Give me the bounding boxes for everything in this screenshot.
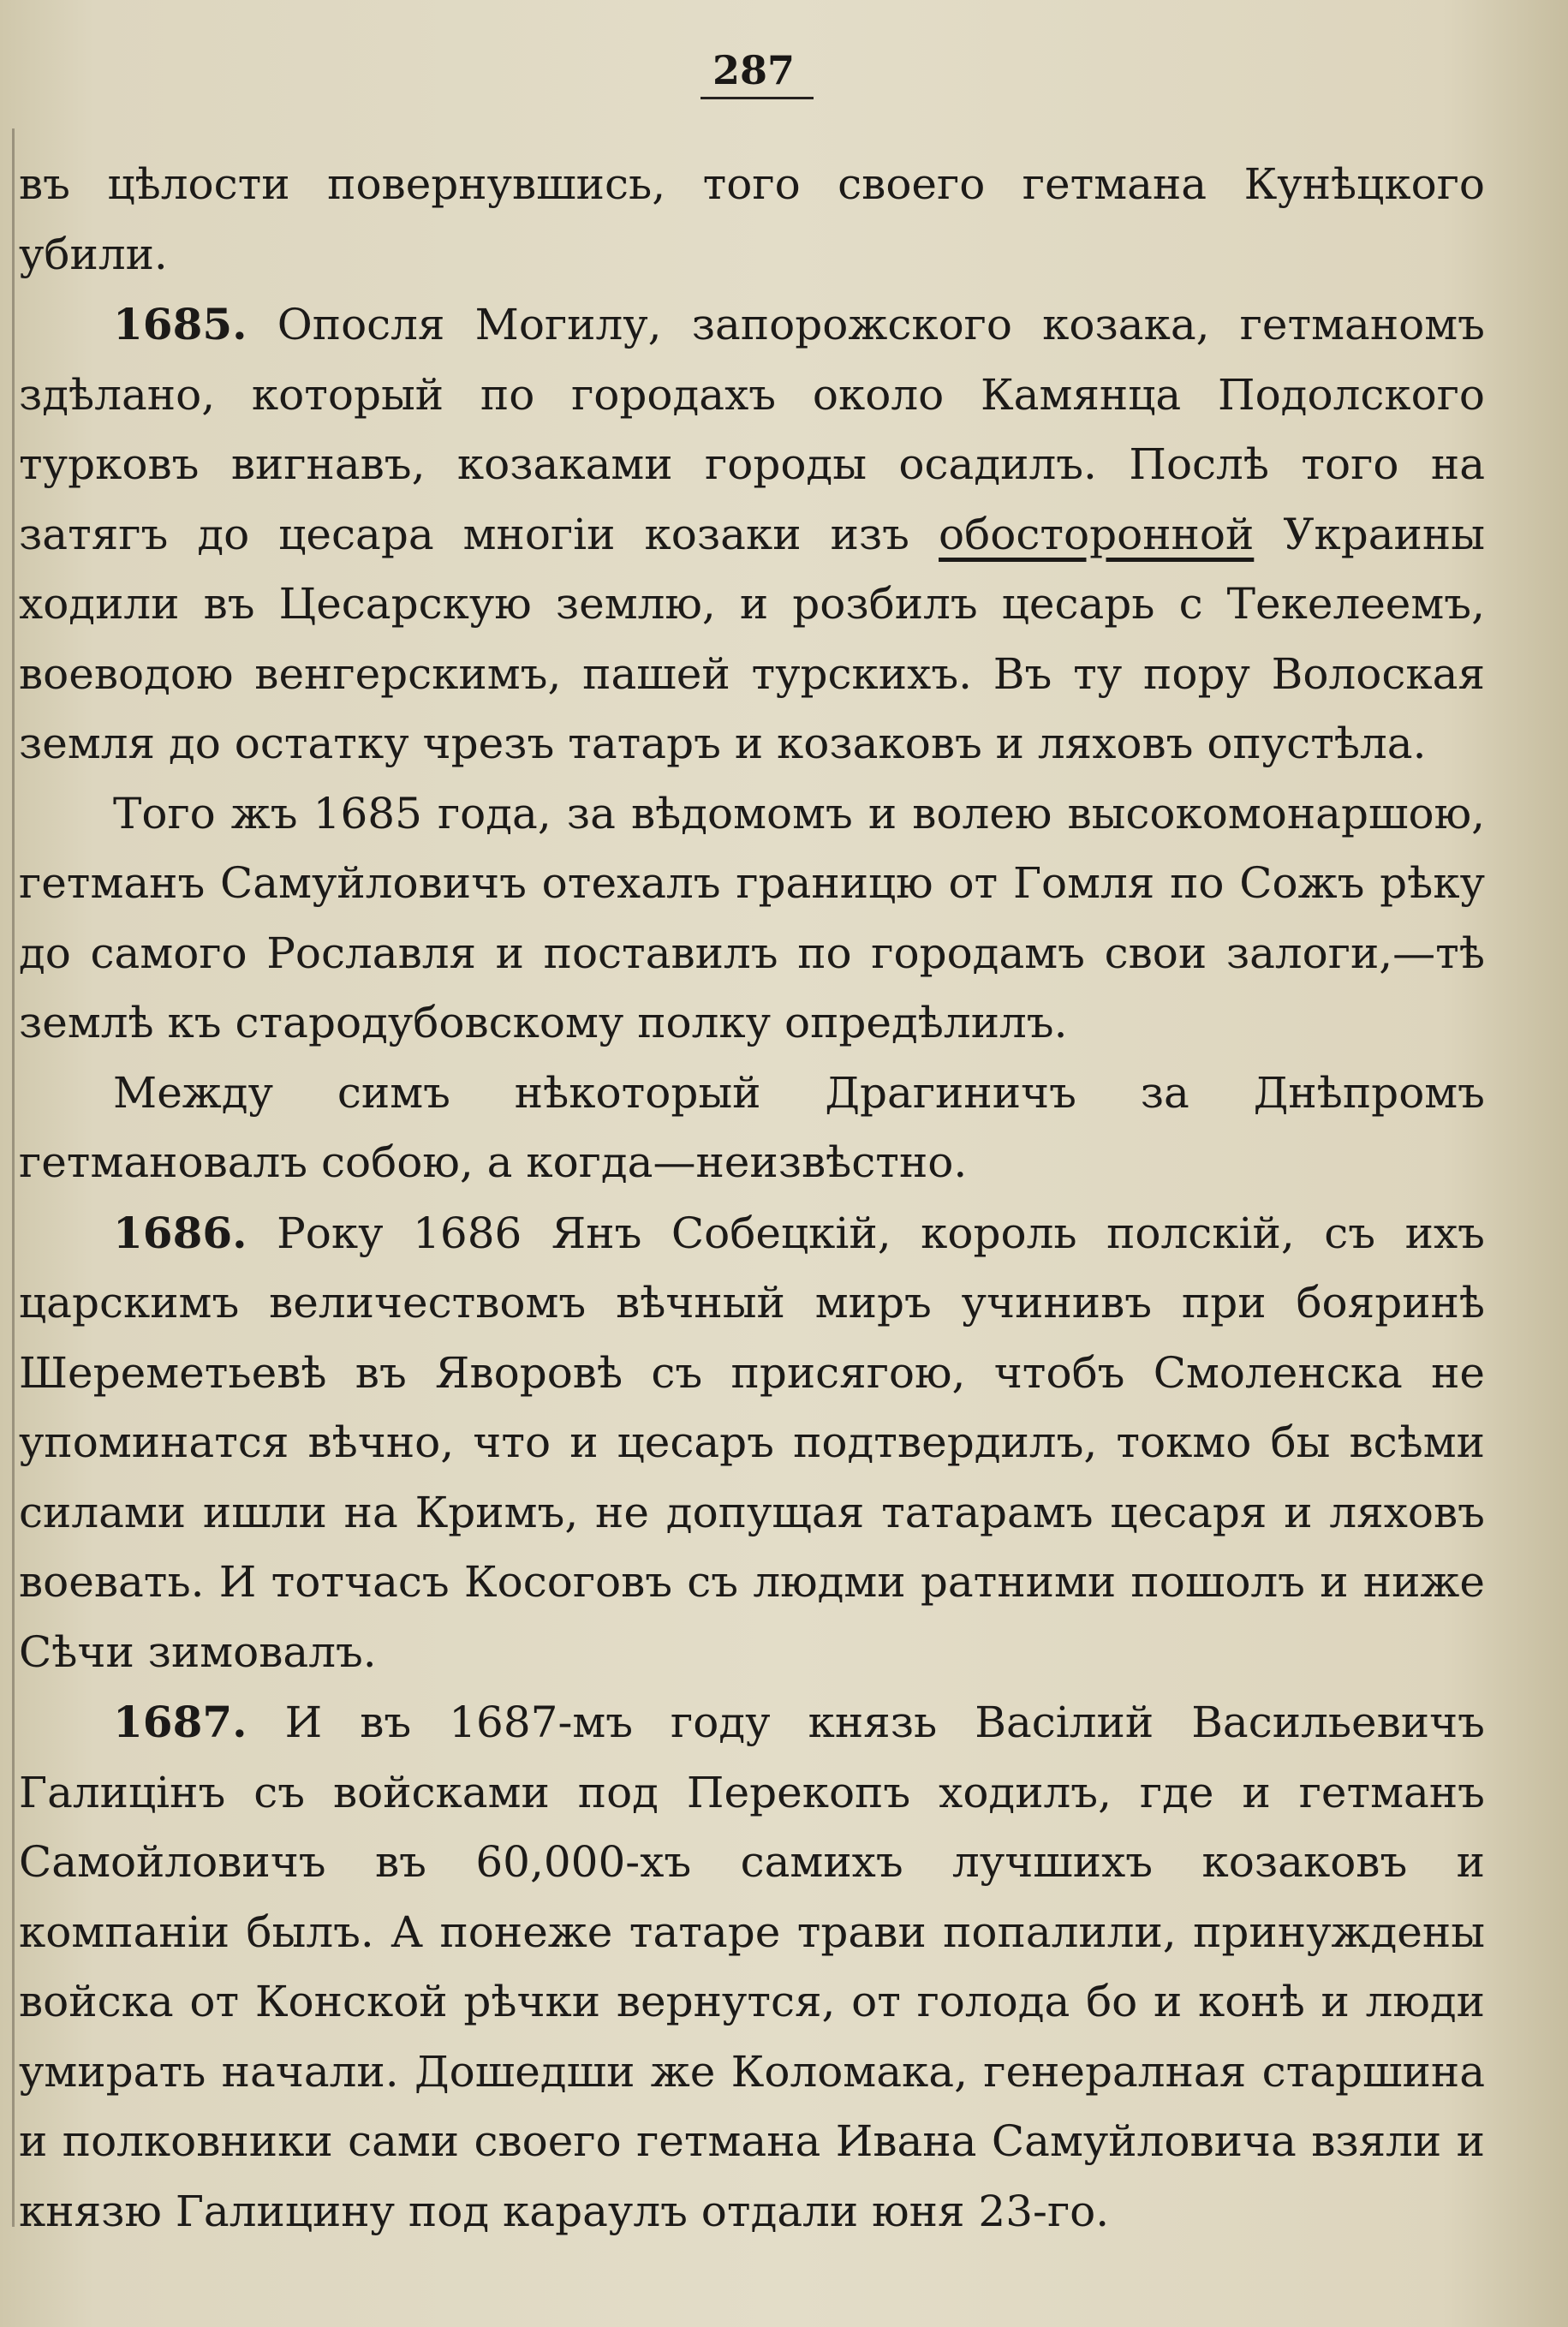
year-heading: 1687.	[113, 1697, 247, 1747]
page-number-rule	[701, 97, 814, 99]
paragraph	[19, 1198, 1485, 1688]
paragraph	[19, 1687, 1485, 2246]
year-heading: 1686.	[113, 1207, 247, 1258]
paragraph-text: Украины ходили въ Цесарскую землю, и розбилъ цесарь с Текелеемъ, воеводою венгерскимъ, пашей турскихъ. Въ ту пору Волоская земля до остатку чрезъ татаръ и козаковъ и ляховъ опустѣла.	[19, 509, 1485, 768]
paragraph-text: Року 1686 Янъ Собецкiй, король полскiй, съ ихъ царскимъ величествомъ вѣчный миръ учинивъ при бояринѣ Шереметьевѣ въ Яворовѣ съ присягою, чтобъ Смоленска не упоминатся вѣчно, что и цесаръ подтвердилъ, токмо бы всѣми силами ишли на Кримъ, не допущая татарамъ цесаря и ляховъ воевать. И тотчасъ Косоговъ съ людми ратними пошолъ и ниже Сѣчи зимовалъ.	[19, 1208, 1485, 1677]
paragraph	[19, 150, 1485, 289]
paragraph-text: И въ 1687-мъ году князь Васiлий Васильевичъ Галицiнъ съ войсками под Перекопъ ходилъ, где и гетманъ Самойловичъ въ 60,000-хъ самихъ лучшихъ козаковъ и компанiи былъ. А понеже татаре трави попалили, принуждены войска от Конской рѣчки вернутся, от голода бо и конѣ и люди умирать начали. Дошедши же Коломака, генералная старшина и полковники сами своего гетмана Ивана Самуйловича взяли и князю Галицину под караулъ отдали юня 23-го.	[19, 1698, 1485, 2236]
paragraph-text: въ цѣлости повернувшись, того своего гетмана Кунѣцкого убили.	[19, 159, 1485, 279]
paragraph-text: Опосля Могилу, запорожского козака, гетманомъ здѣлано, который по городахъ около Камянца Подолского турковъ вигнавъ, козаками городы осадилъ. Послѣ того на затягъ до цесара многiи козаки изъ	[19, 300, 1485, 559]
year-heading: 1685.	[113, 299, 247, 349]
paragraph-text: Того жъ 1685 года, за вѣдомомъ и волею высокомонаршою, гетманъ Самуйловичъ отехалъ границю от Гомля по Сожъ рѣку до самого Рославля и поставилъ по городамъ свои залоги,—тѣ землѣ къ стародубовскому полку опредѣлилъ.	[19, 788, 1485, 1047]
page-gutter-edge	[12, 128, 15, 2227]
underlined-word: обосторонной	[939, 509, 1255, 559]
paragraph-text: Между симъ нѣкоторый Драгиничъ за Днѣпромъ гетмановалъ собою, а когда—неизвѣстно.	[19, 1067, 1485, 1187]
paragraph	[19, 1059, 1485, 1198]
body-text	[19, 150, 1485, 2246]
page-number: 287	[712, 47, 796, 93]
paragraph	[19, 289, 1485, 779]
paragraph	[19, 779, 1485, 1059]
